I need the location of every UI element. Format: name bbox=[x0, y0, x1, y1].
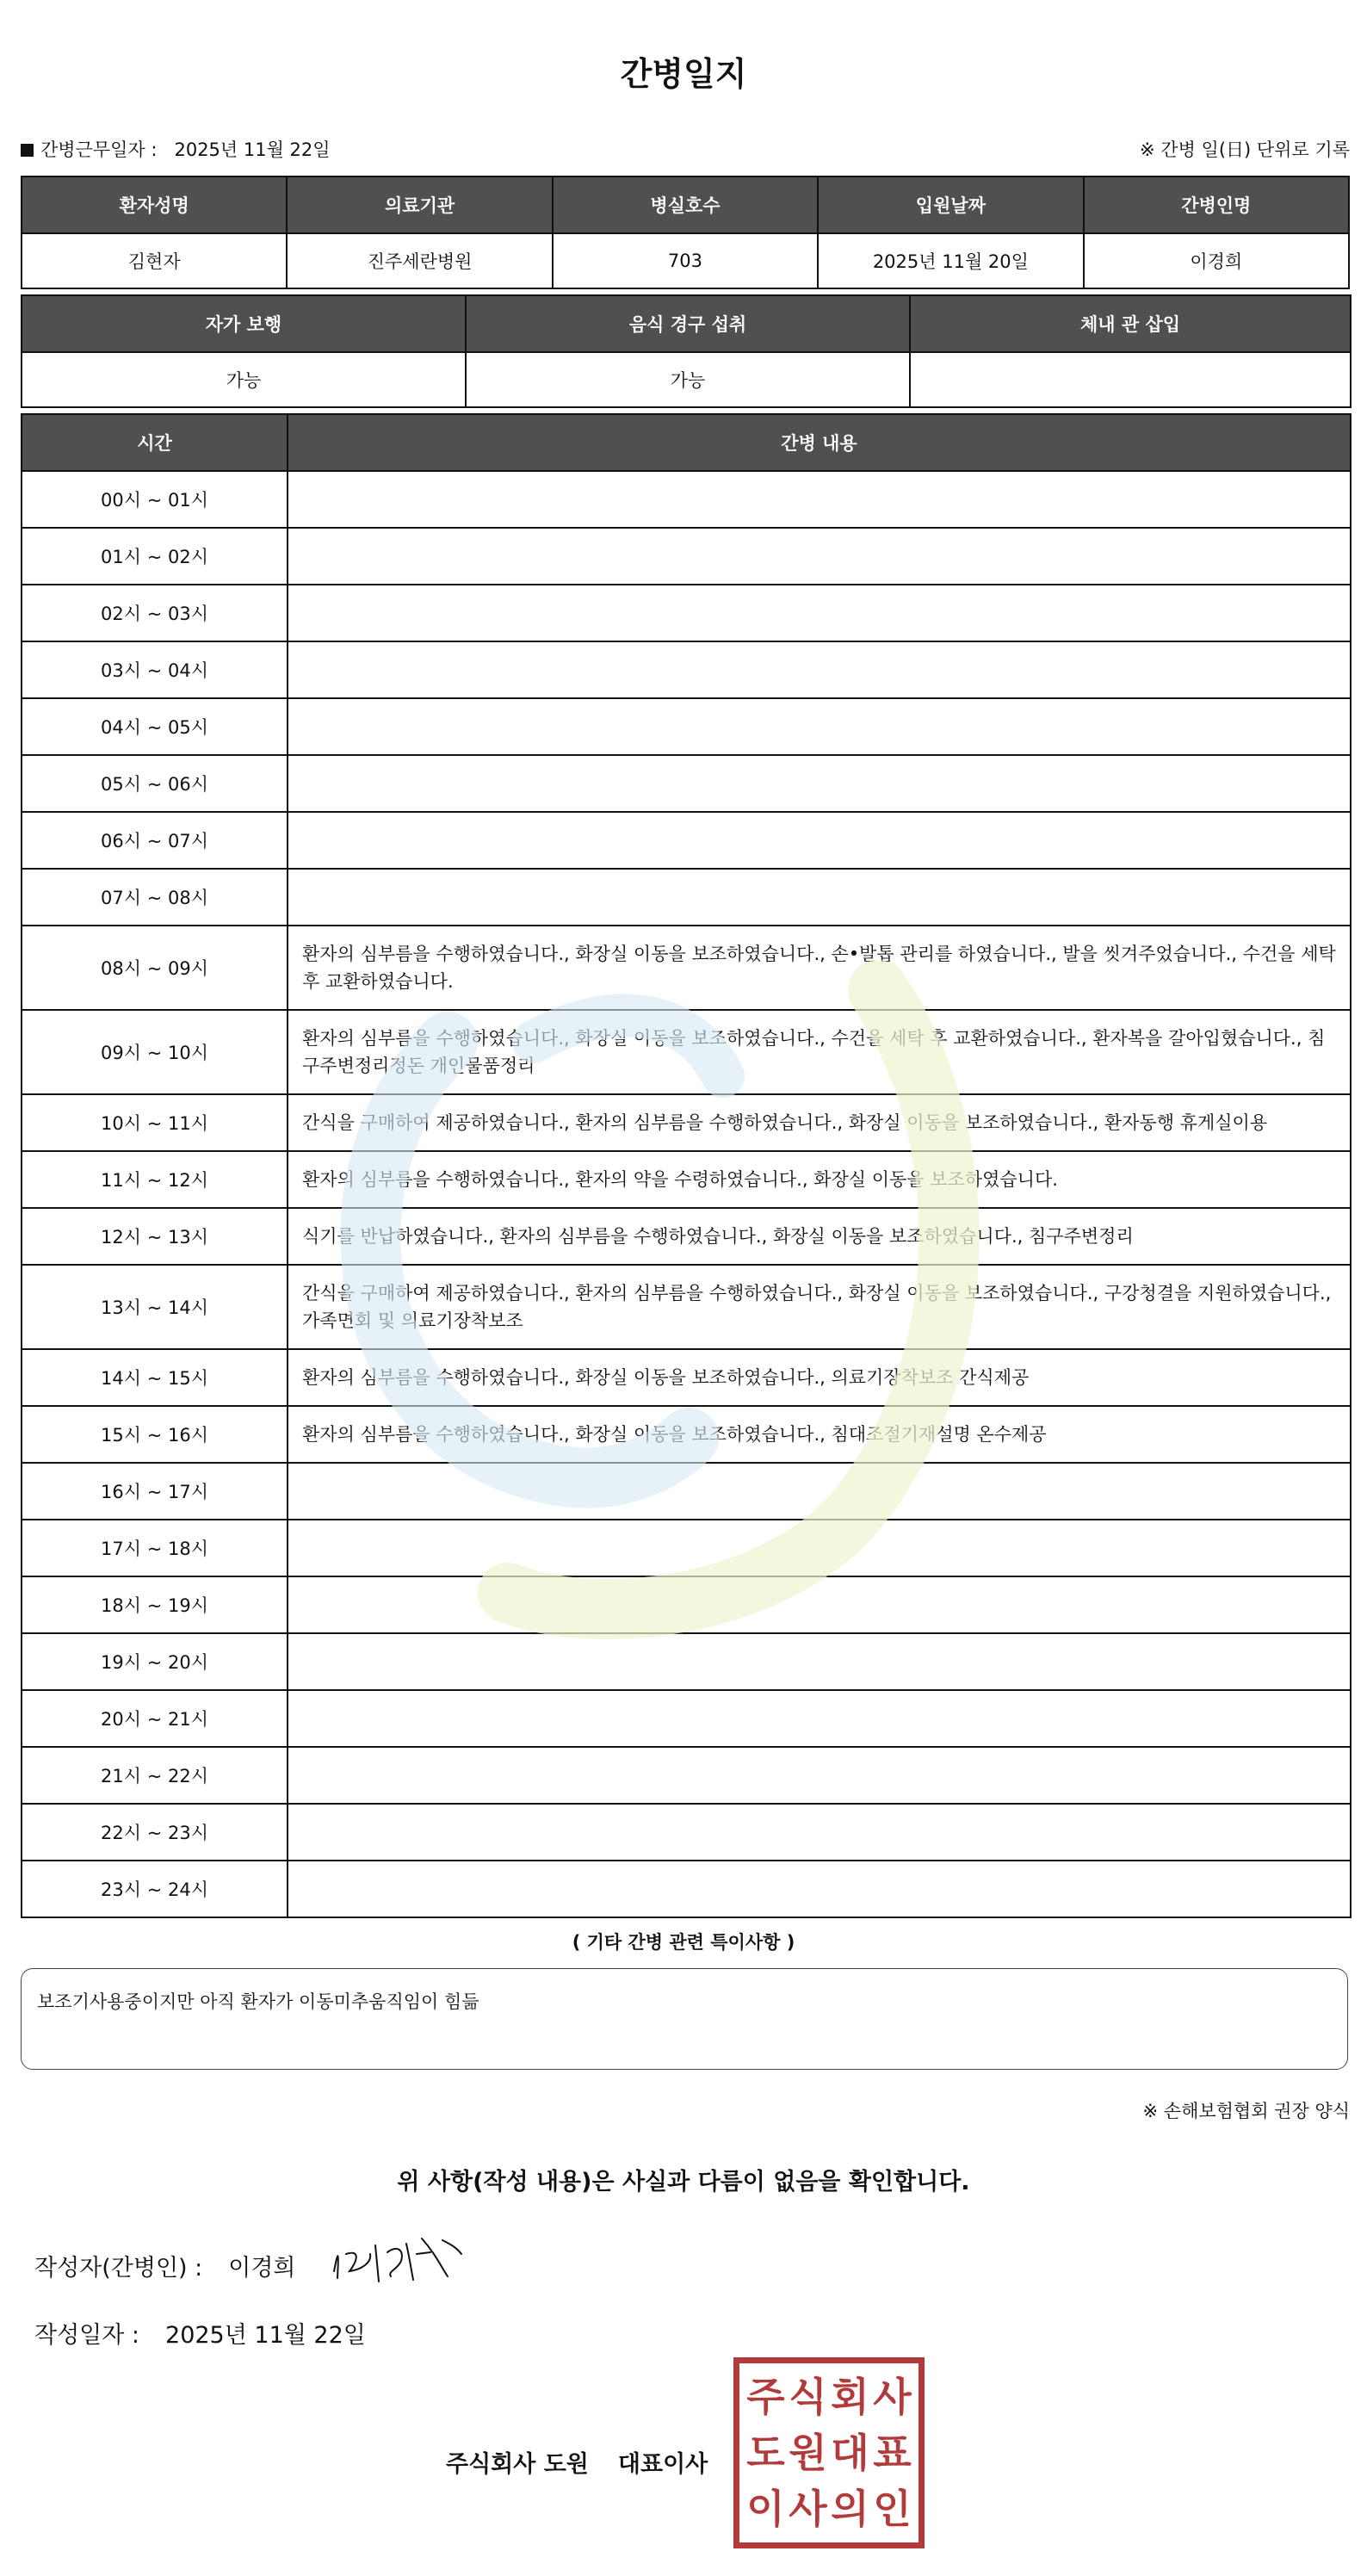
special-notes-title: ( 기타 간병 관련 특이사항 ) bbox=[572, 1932, 795, 1953]
care-content: 환자의 심부름을 수행하였습니다., 환자의 약을 수령하였습니다., 화장실 이동을 보조하였습니다. bbox=[288, 1151, 1351, 1208]
care-content bbox=[288, 869, 1351, 926]
special-notes-box bbox=[21, 1968, 1348, 2070]
patient-status-table bbox=[21, 294, 1352, 408]
care-content: 간식을 구매하여 제공하였습니다., 환자의 심부름을 수행하였습니다., 화장실 이동을 보조하였습니다., 구강청결을 지원하였습니다., 가족면회 및 의료기장착보조 bbox=[288, 1265, 1351, 1349]
seal-character: 사 bbox=[789, 2486, 827, 2533]
written-date-label: 작성일자 : bbox=[34, 2322, 140, 2349]
care-content bbox=[288, 1520, 1351, 1576]
care-content bbox=[288, 812, 1351, 869]
header-self-walking: 자가 보행 bbox=[22, 295, 466, 352]
care-log-row bbox=[22, 1265, 1351, 1349]
header-room-number: 병실호수 bbox=[553, 176, 818, 233]
patient-info-table bbox=[21, 176, 1350, 289]
seal-character: 이 bbox=[746, 2486, 785, 2533]
time-slot: 09시 ~ 10시 bbox=[22, 1010, 288, 1094]
care-content bbox=[288, 1463, 1351, 1520]
care-log-row bbox=[22, 812, 1351, 869]
seal-character: 사 bbox=[873, 2373, 912, 2420]
care-log-row bbox=[22, 1010, 1351, 1094]
care-log-row bbox=[22, 1349, 1351, 1406]
time-slot: 12시 ~ 13시 bbox=[22, 1208, 288, 1265]
time-slot: 23시 ~ 24시 bbox=[22, 1861, 288, 1917]
care-log-row bbox=[22, 471, 1351, 528]
care-content bbox=[288, 585, 1351, 641]
care-log-row bbox=[22, 1690, 1351, 1747]
writer-line bbox=[34, 2249, 296, 2282]
company-role: 대표이사 bbox=[617, 2451, 708, 2478]
header-caregiver-name: 간병인명 bbox=[1084, 176, 1349, 233]
time-slot: 19시 ~ 20시 bbox=[22, 1633, 288, 1690]
care-log-row bbox=[22, 1094, 1351, 1151]
care-log-row bbox=[22, 1520, 1351, 1576]
care-content bbox=[288, 755, 1351, 812]
time-slot: 18시 ~ 19시 bbox=[22, 1576, 288, 1633]
seal-character: 인 bbox=[873, 2486, 912, 2533]
time-slot: 22시 ~ 23시 bbox=[22, 1804, 288, 1861]
care-content bbox=[288, 528, 1351, 585]
care-log-table bbox=[21, 413, 1352, 1918]
time-slot: 05시 ~ 06시 bbox=[22, 755, 288, 812]
header-hospital: 의료기관 bbox=[287, 176, 552, 233]
header-tube-insertion: 체내 관 삽입 bbox=[910, 295, 1351, 352]
work-date-line bbox=[21, 136, 331, 162]
writer-name: 이경희 bbox=[228, 2255, 296, 2282]
time-slot: 01시 ~ 02시 bbox=[22, 528, 288, 585]
written-date-line bbox=[34, 2316, 366, 2350]
time-slot: 00시 ~ 01시 bbox=[22, 471, 288, 528]
special-notes-text: 보조기사용중이지만 아직 환자가 이동미추움직임이 힘듦 bbox=[37, 1991, 479, 2012]
document-title: 간병일지 bbox=[620, 55, 747, 93]
seal-character: 주 bbox=[746, 2373, 785, 2420]
association-note: ※ 손해보험협회 권장 양식 bbox=[1142, 2101, 1350, 2121]
care-log-row bbox=[22, 585, 1351, 641]
admission-date: 2025년 11월 20일 bbox=[818, 233, 1083, 288]
patient-name: 김현자 bbox=[22, 233, 287, 288]
header-care-content: 간병 내용 bbox=[288, 414, 1351, 471]
record-unit-note: ※ 간병 일(日) 단위로 기록 bbox=[1140, 139, 1350, 160]
seal-character: 회 bbox=[831, 2373, 869, 2420]
care-log-row bbox=[22, 1747, 1351, 1804]
care-log-row bbox=[22, 1633, 1351, 1690]
seal-character: 원 bbox=[789, 2429, 827, 2476]
seal-character: 도 bbox=[746, 2429, 785, 2476]
header-oral-intake: 음식 경구 섭취 bbox=[466, 295, 910, 352]
care-log-row bbox=[22, 1576, 1351, 1633]
hospital-name: 진주세란병원 bbox=[287, 233, 552, 288]
time-slot: 03시 ~ 04시 bbox=[22, 641, 288, 698]
care-log-row bbox=[22, 755, 1351, 812]
time-slot: 02시 ~ 03시 bbox=[22, 585, 288, 641]
care-log-row bbox=[22, 1804, 1351, 1861]
time-slot: 06시 ~ 07시 bbox=[22, 812, 288, 869]
care-log-row bbox=[22, 869, 1351, 926]
care-content bbox=[288, 641, 1351, 698]
square-bullet-icon bbox=[21, 144, 34, 157]
time-slot: 07시 ~ 08시 bbox=[22, 869, 288, 926]
care-content bbox=[288, 1690, 1351, 1747]
work-date-value: 2025년 11월 22일 bbox=[174, 139, 331, 160]
header-admission-date: 입원날짜 bbox=[818, 176, 1083, 233]
seal-character: 식 bbox=[789, 2373, 827, 2420]
company-name: 주식회사 도원 bbox=[446, 2451, 589, 2478]
seal-character: 의 bbox=[831, 2486, 869, 2533]
seal-character: 대 bbox=[831, 2429, 869, 2476]
time-slot: 08시 ~ 09시 bbox=[22, 926, 288, 1010]
written-date-value: 2025년 11월 22일 bbox=[165, 2322, 366, 2349]
care-log-row bbox=[22, 641, 1351, 698]
time-slot: 20시 ~ 21시 bbox=[22, 1690, 288, 1747]
header-time: 시간 bbox=[22, 414, 288, 471]
care-log-row bbox=[22, 528, 1351, 585]
header-patient-name: 환자성명 bbox=[22, 176, 287, 233]
care-content: 환자의 심부름을 수행하였습니다., 화장실 이동을 보조하였습니다., 침대조절기재설명 온수제공 bbox=[288, 1406, 1351, 1463]
care-content bbox=[288, 1633, 1351, 1690]
care-log-row bbox=[22, 1406, 1351, 1463]
care-content: 간식을 구매하여 제공하였습니다., 환자의 심부름을 수행하였습니다., 화장실 이동을 보조하였습니다., 환자동행 휴게실이용 bbox=[288, 1094, 1351, 1151]
care-content bbox=[288, 1804, 1351, 1861]
confirmation-statement: 위 사항(작성 내용)은 사실과 다름이 없음을 확인합니다. bbox=[397, 2169, 970, 2195]
care-content bbox=[288, 698, 1351, 755]
time-slot: 17시 ~ 18시 bbox=[22, 1520, 288, 1576]
care-content: 환자의 심부름을 수행하였습니다., 화장실 이동을 보조하였습니다., 의료기장착보조 간식제공 bbox=[288, 1349, 1351, 1406]
self-walking-value: 가능 bbox=[22, 352, 466, 407]
care-log-row bbox=[22, 1861, 1351, 1917]
tube-insertion-value bbox=[910, 352, 1351, 407]
care-content bbox=[288, 1576, 1351, 1633]
time-slot: 10시 ~ 11시 bbox=[22, 1094, 288, 1151]
caregiver-name: 이경희 bbox=[1084, 233, 1349, 288]
time-slot: 14시 ~ 15시 bbox=[22, 1349, 288, 1406]
company-seal-stamp bbox=[733, 2357, 925, 2548]
time-slot: 13시 ~ 14시 bbox=[22, 1265, 288, 1349]
care-content bbox=[288, 1747, 1351, 1804]
writer-label: 작성자(간병인) : bbox=[34, 2255, 203, 2282]
company-line bbox=[446, 2445, 708, 2479]
room-number: 703 bbox=[553, 233, 818, 288]
time-slot: 16시 ~ 17시 bbox=[22, 1463, 288, 1520]
handwritten-signature bbox=[327, 2228, 465, 2297]
care-content: 환자의 심부름을 수행하였습니다., 화장실 이동을 보조하였습니다., 손•발톱 관리를 하였습니다., 발을 씻겨주었습니다., 수건을 세탁 후 교환하였습니다. bbox=[288, 926, 1351, 1010]
work-date-label: 간병근무일자 : bbox=[40, 139, 158, 160]
oral-intake-value: 가능 bbox=[466, 352, 910, 407]
time-slot: 04시 ~ 05시 bbox=[22, 698, 288, 755]
care-content bbox=[288, 471, 1351, 528]
care-content: 식기를 반납하였습니다., 환자의 심부름을 수행하였습니다., 화장실 이동을 보조하였습니다., 침구주변정리 bbox=[288, 1208, 1351, 1265]
time-slot: 11시 ~ 12시 bbox=[22, 1151, 288, 1208]
care-log-row bbox=[22, 1151, 1351, 1208]
care-content: 환자의 심부름을 수행하였습니다., 화장실 이동을 보조하였습니다., 수건을 세탁 후 교환하였습니다., 환자복을 갈아입혔습니다., 침구주변정리정돈 개인물품정리 bbox=[288, 1010, 1351, 1094]
care-log-row bbox=[22, 698, 1351, 755]
care-content bbox=[288, 1861, 1351, 1917]
time-slot: 21시 ~ 22시 bbox=[22, 1747, 288, 1804]
seal-character: 표 bbox=[873, 2429, 912, 2476]
care-log-row bbox=[22, 1208, 1351, 1265]
care-log-row bbox=[22, 926, 1351, 1010]
care-log-row bbox=[22, 1463, 1351, 1520]
time-slot: 15시 ~ 16시 bbox=[22, 1406, 288, 1463]
